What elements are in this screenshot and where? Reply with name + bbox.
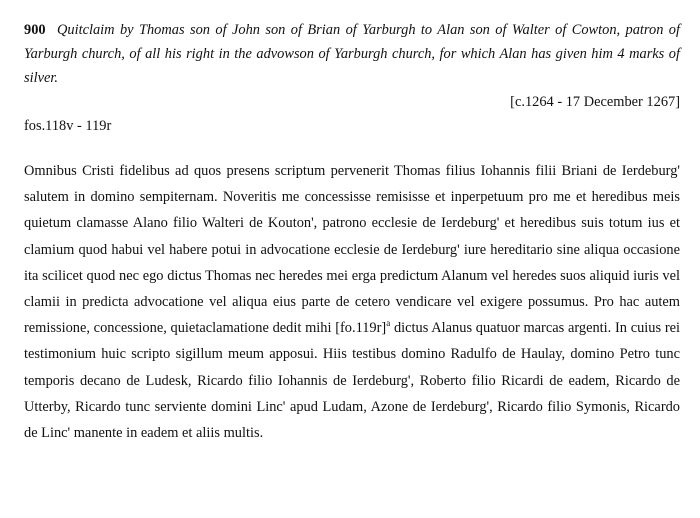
- charter-text-part-2: dictus Alanus quatuor marcas argenti. In cuius rei testimonium huic scripto sigillum meum apposui. Hiis testibus domino Radulfo de Haulay, domino Petro tunc temporis decano de Ludesk, Ricardo filio Iohannis de Ierdeburg', Roberto filio Ricardi de eadem, Ricardo de Utterby, Ricardo tunc serviente domini Linc' apud Ludam, Azone de Ierdeburg', Ricardo filio Symonis, Ricardo de Linc' manente in eadem et aliis multis.: [24, 320, 680, 442]
- date-range: [c.1264 - 17 December 1267]: [510, 94, 680, 110]
- footnote-marker[interactable]: a: [386, 318, 391, 329]
- charter-text: [24, 158, 680, 446]
- charter-text-part-1: Omnibus Cristi fidelibus ad quos presens scriptum pervenerit Thomas filius Iohannis filii Briani de Ierdeburg' salutem in domino sempiternam. Noveritis me concessisse remisisse et inperpetuum pro me et heredibus meis quietum clamasse Alano filio Walteri de Kouton', patrono ecclesie de Ierdeburg' et heredibus suis totum ius et clamium quod habui vel habere potui in advocatione ecclesie de Ierdeburg' iure hereditario sine aliqua occasione ita scilicet quod nec ego dictus Thomas nec heredes mei erga predictum Alanum vel heredes suos aliquid iuris vel clamii in predicta advocatione vel aliqua eius parte de cetero vendicare vel exigere possumus. Pro hac autem remissione, concessione, quietaclamatione dedit mihi [fo.119r]: [24, 163, 680, 337]
- entry-summary: Quitclaim by Thomas son of John son of Brian of Yarburgh to Alan son of Walter of Cowton, patron of Yarburgh church, of all his right in the advowson of Yarburgh church, for which Alan has given him 4 marks of silver.: [24, 22, 680, 86]
- document-page: [24, 18, 680, 446]
- folio-reference: fos.118v - 119r: [24, 118, 112, 134]
- entry-number: 900: [24, 22, 46, 38]
- entry-heading: [24, 18, 680, 90]
